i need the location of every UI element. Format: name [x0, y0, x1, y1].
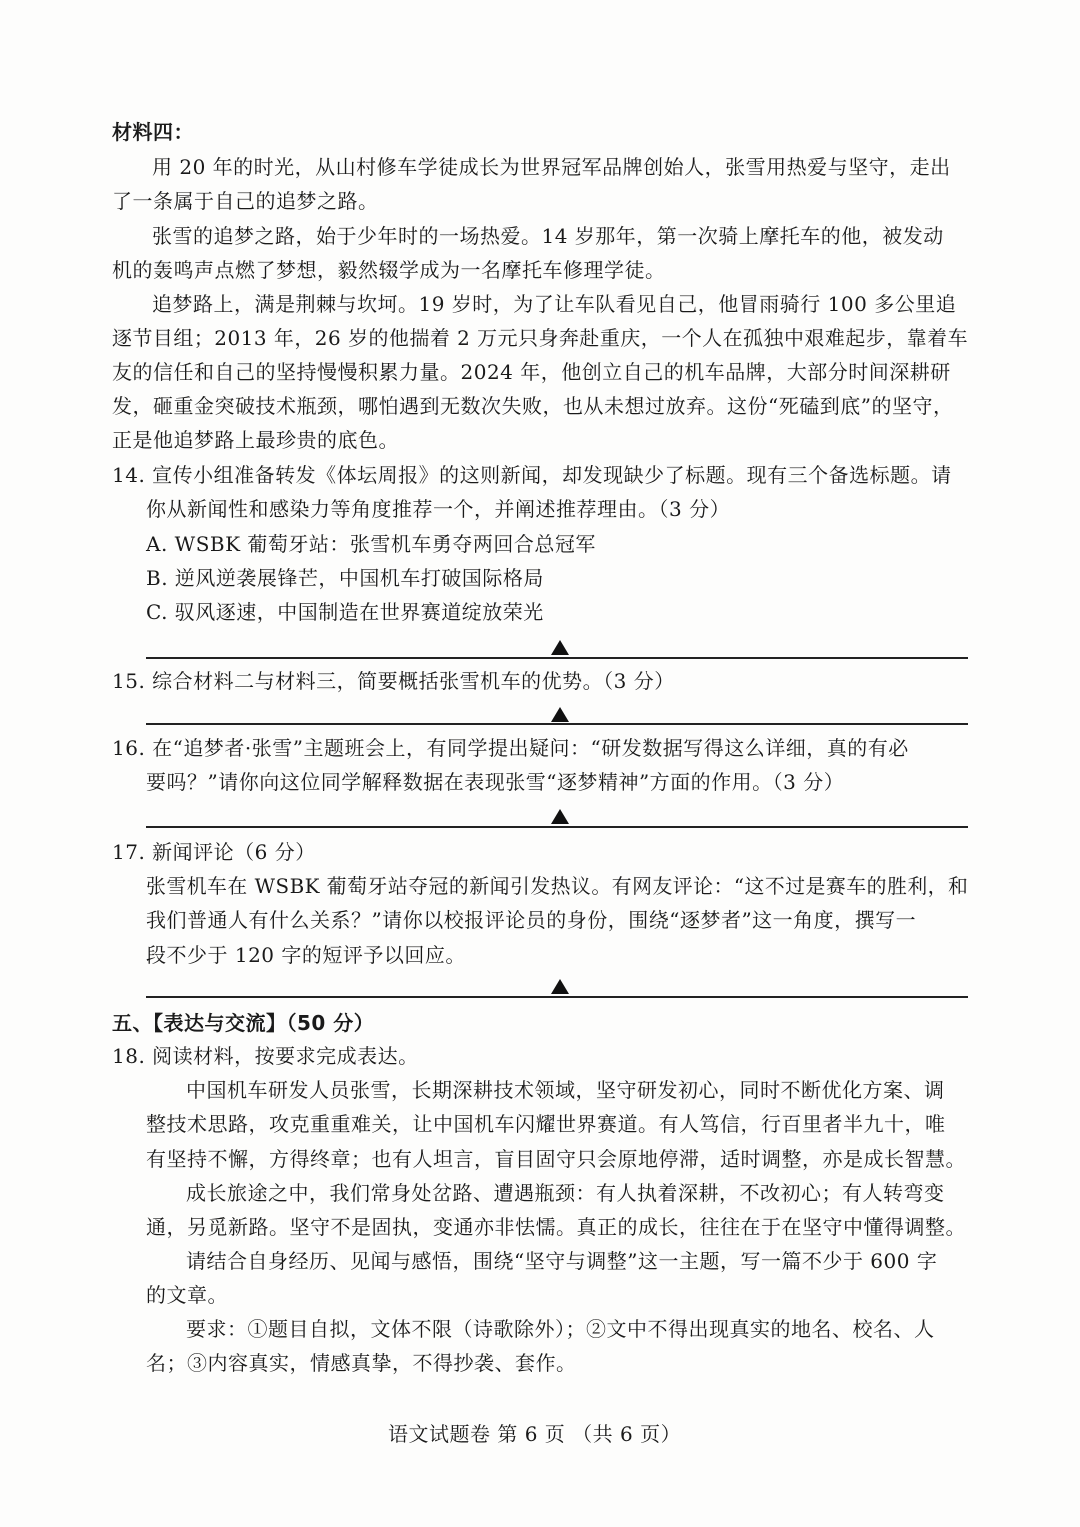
paragraph-line: 机的轰鸣声点燃了梦想，毅然辍学成为一名摩托车修理学徒。 — [112, 258, 666, 282]
question-18-line: 的文章。 — [146, 1283, 228, 1307]
question-18-line: 成长旅途之中，我们常身处岔路、遭遇瓶颈：有人执着深耕，不改初心；有人转弯变 — [186, 1181, 945, 1205]
paragraph-line: 发，砸重金突破技术瓶颈，哪怕遇到无数次失败，也从未想过放弃。这份“死磕到底”的坚守， — [112, 394, 954, 418]
question-14-option-b: B. 逆风逆袭展锋芒，中国机车打破国际格局 — [146, 566, 544, 590]
question-15-line: 15. 综合材料二与材料三，简要概括张雪机车的优势。（3 分） — [112, 669, 675, 693]
question-14-option-a: A. WSBK 葡萄牙站：张雪机车勇夺两回合总冠军 — [146, 532, 596, 556]
question-18-line: 名；③内容真实，情感真挚，不得抄袭、套作。 — [146, 1351, 577, 1375]
question-17-line: 张雪机车在 WSBK 葡萄牙站夺冠的新闻引发热议。有网友评论：“这不过是赛车的胜利，和 — [146, 874, 969, 898]
paragraph-line: 追梦路上，满是荆棘与坎坷。19 岁时，为了让车队看见自己，他冒雨骑行 100 多公里追 — [152, 292, 957, 316]
question-14-line: 你从新闻性和感染力等角度推荐一个，并阐述推荐理由。（3 分） — [146, 497, 731, 521]
question-18-line: 中国机车研发人员张雪，长期深耕技术领域，坚守研发初心，同时不断优化方案、调 — [186, 1078, 945, 1102]
answer-line — [146, 657, 968, 659]
paragraph-line: 正是他追梦路上最珍贵的底色。 — [112, 428, 399, 452]
question-16-line: 要吗？”请你向这位同学解释数据在表现张雪“逐梦精神”方面的作用。（3 分） — [146, 770, 845, 794]
question-18-title: 18. 阅读材料，按要求完成表达。 — [112, 1044, 419, 1068]
question-18-line: 有坚持不懈，方得终章；也有人坦言，盲目固守只会原地停滞，适时调整，亦是成长智慧。 — [146, 1147, 966, 1171]
question-18-line: 整技术思路，攻克重重难关，让中国机车闪耀世界赛道。有人笃信，行百里者半九十，唯 — [146, 1112, 946, 1136]
question-17-title: 17. 新闻评论（6 分） — [112, 840, 316, 864]
paragraph-line: 用 20 年的时光，从山村修车学徒成长为世界冠军品牌创始人，张雪用热爱与坚守，走出 — [152, 155, 951, 179]
paragraph-line: 张雪的追梦之路，始于少年时的一场热爱。14 岁那年，第一次骑上摩托车的他，被发动 — [152, 224, 944, 248]
answer-triangle-icon — [551, 707, 569, 722]
section-heading: 五、【表达与交流】（50 分） — [112, 1011, 375, 1035]
answer-triangle-icon — [551, 979, 569, 994]
page-footer: 语文试题卷 第 6 页 （共 6 页） — [388, 1422, 682, 1446]
question-18-line: 通，另觅新路。坚守不是固执，变通亦非怯懦。真正的成长，往往在于在坚守中懂得调整。 — [146, 1215, 966, 1239]
question-14-option-c: C. 驭风逐速，中国制造在世界赛道绽放荣光 — [146, 600, 544, 624]
answer-triangle-icon — [551, 809, 569, 824]
paragraph-line: 了一条属于自己的追梦之路。 — [112, 189, 379, 213]
paragraph-line: 逐节目组；2013 年，26 岁的他揣着 2 万元只身奔赴重庆，一个人在孤独中艰难起步，靠着车 — [112, 326, 969, 350]
material-heading: 材料四： — [112, 120, 194, 144]
answer-line — [146, 826, 968, 828]
question-16-line: 16. 在“追梦者·张雪”主题班会上，有同学提出疑问：“研发数据写得这么详细，真的有必 — [112, 736, 909, 760]
answer-triangle-icon — [551, 640, 569, 655]
question-17-line: 段不少于 120 字的短评予以回应。 — [146, 943, 466, 967]
answer-line — [146, 723, 968, 725]
question-14-line: 14. 宣传小组准备转发《体坛周报》的这则新闻，却发现缺少了标题。现有三个备选标题。请 — [112, 463, 952, 487]
question-17-line: 我们普通人有什么关系？”请你以校报评论员的身份，围绕“逐梦者”这一角度，撰写一 — [146, 908, 917, 932]
question-18-line: 要求：①题目自拟，文体不限（诗歌除外）；②文中不得出现真实的地名、校名、人 — [186, 1317, 935, 1341]
question-18-line: 请结合自身经历、见闻与感悟，围绕“坚守与调整”这一主题，写一篇不少于 600 字 — [186, 1249, 938, 1273]
paragraph-line: 友的信任和自己的坚持慢慢积累力量。2024 年，他创立自己的机车品牌，大部分时间深耕研 — [112, 360, 951, 384]
answer-line — [146, 996, 968, 998]
